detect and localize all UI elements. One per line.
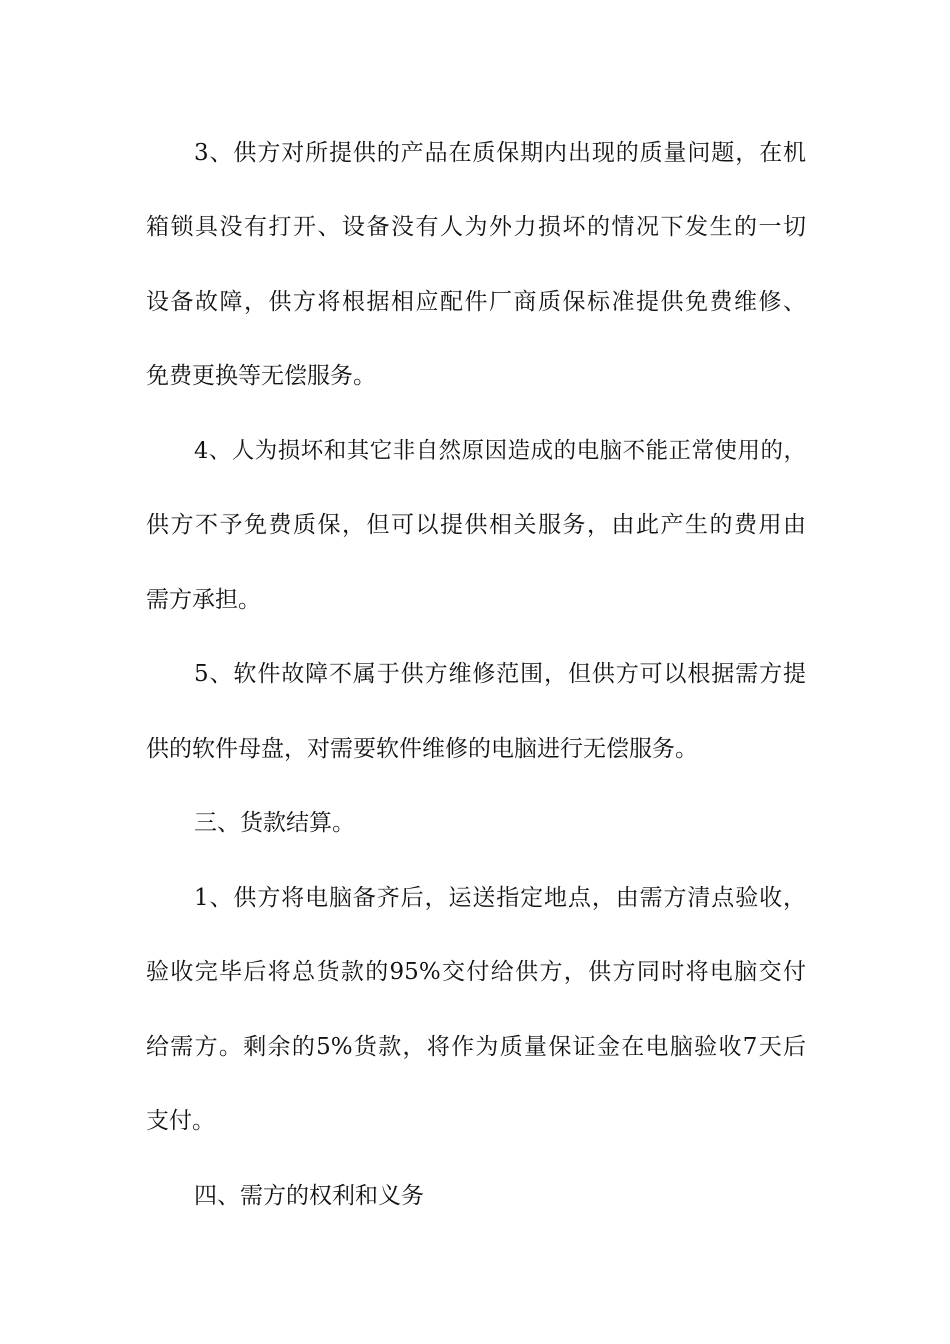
paragraph-line: 5、软件故障不属于供方维修范围，但供方可以根据需方提 (194, 661, 806, 687)
paragraph-line: 给需方。剩余的5%货款，将作为质量保证金在电脑验收7天后 (146, 1034, 806, 1060)
paragraph-line: 4、人为损坏和其它非自然原因造成的电脑不能正常使用的， (194, 438, 806, 464)
paragraph-line: 免费更换等无偿服务。 (146, 363, 376, 389)
paragraph-line: 3、供方对所提供的产品在质保期内出现的质量问题，在机 (194, 140, 806, 166)
section-heading: 四、需方的权利和义务 (194, 1183, 424, 1209)
paragraph-line: 箱锁具没有打开、设备没有人为外力损坏的情况下发生的一切 (146, 214, 806, 240)
paragraph-line: 供的软件母盘，对需要软件维修的电脑进行无偿服务。 (146, 736, 698, 762)
paragraph-line: 供方不予免费质保，但可以提供相关服务，由此产生的费用由 (146, 512, 806, 538)
paragraph-line: 1、供方将电脑备齐后，运送指定地点，由需方清点验收， (194, 885, 806, 911)
section-heading: 三、货款结算。 (194, 810, 355, 836)
paragraph-line: 支付。 (146, 1108, 215, 1134)
paragraph-line: 验收完毕后将总货款的95%交付给供方，供方同时将电脑交付 (146, 959, 806, 985)
paragraph-line: 需方承担。 (146, 587, 261, 613)
paragraph-line: 设备故障，供方将根据相应配件厂商质保标准提供免费维修、 (146, 289, 806, 315)
